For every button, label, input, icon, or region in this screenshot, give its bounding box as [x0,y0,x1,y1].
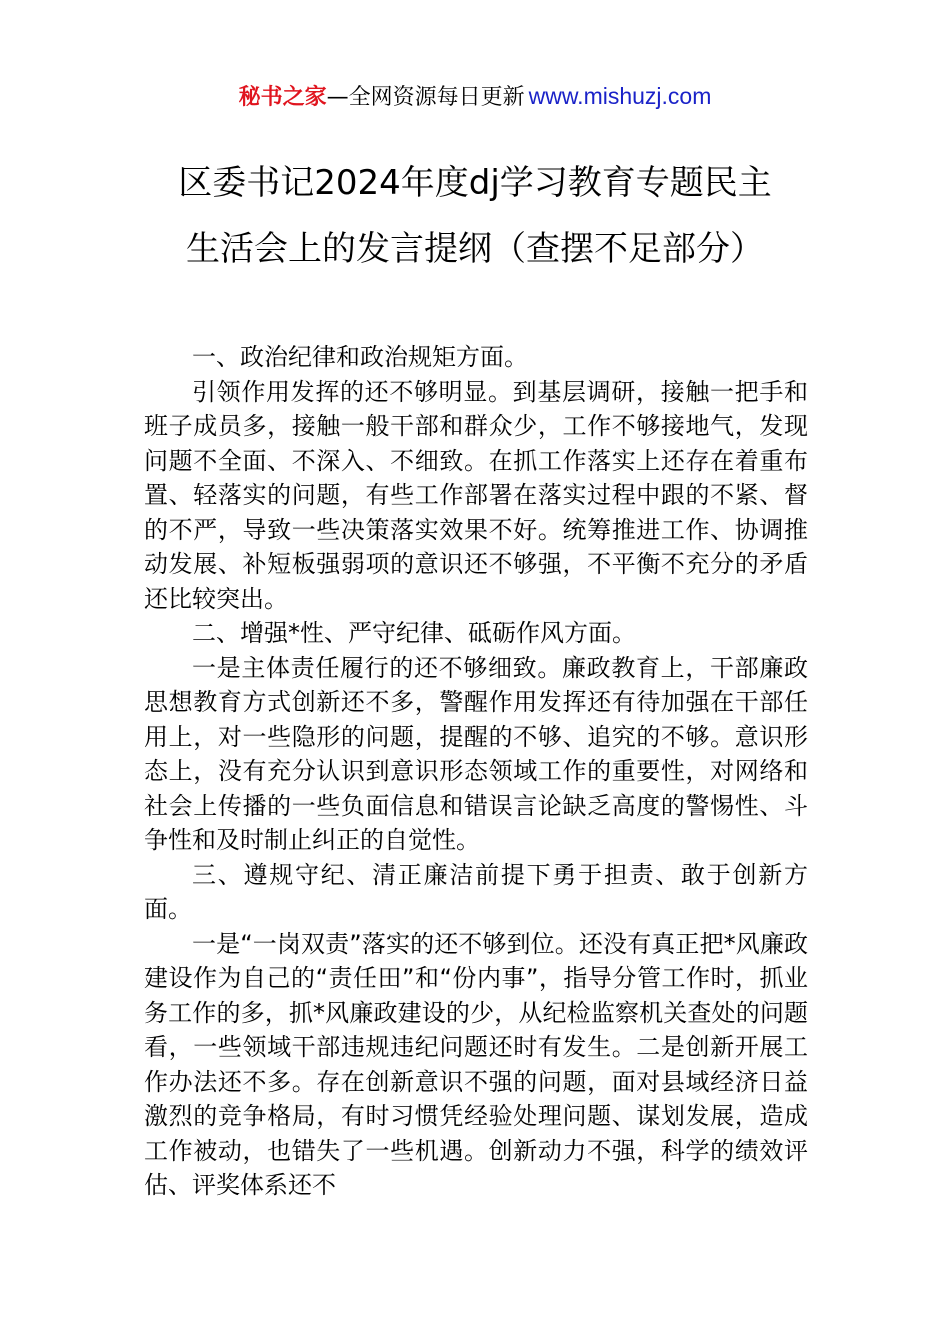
title-line-2: 生活会上的发言提纲（查摆不足部分） [186,229,764,269]
section-heading-1: 一、政治纪律和政治规矩方面。 [192,343,528,371]
paragraph-1: 引领作用发挥的还不够明显。到基层调研，接触一把手和班子成员多，接触一般干部和群众少，工作不够接地气，发现问题不全面、不深入、不细致。在抓工作落实上还存在着重布置、轻落实的问题，有些工作部署在落实过程中跟的不紧、督的不严，导致一些决策落实效果不好。统筹推进工作、协调推动发展、补短板强弱项的意识还不够强，不平衡不充分的矛盾还比较突出。 [144,377,808,613]
site-url[interactable]: www.mishuzj.com [528,83,712,109]
title-line-1: 区委书记2024年度dj学习教育专题民主 [178,163,772,203]
site-brand: 秘书之家 [238,85,327,110]
section-heading-2: 二、增强*性、严守纪律、砥砺作风方面。 [192,619,636,647]
paragraph-3: 一是“一岗双责”落实的还不够到位。还没有真正把*风廉政建设作为自己的“责任田”和“份内事”，指导分管工作时，抓业务工作的多，抓*风廉政建设的少，从纪检监察机关查处的问题看，一些领域干部违规违纪问题还时有发生。二是创新开展工作办法还不多。存在创新意识不强的问题，面对县域经济日益激烈的竞争格局，有时习惯凭经验处理问题、谋划发展，造成工作被动，也错失了一些机遇。创新动力不强，科学的绩效评估、评奖体系还不 [144,929,808,1199]
section-heading-3: 三、遵规守纪、清正廉洁前提下勇于担责、敢于创新方面。 [144,860,808,923]
document-title [0,150,950,282]
document-body [144,340,808,1203]
site-tagline: —全网资源每日更新 [326,85,525,110]
paragraph-2: 一是主体责任履行的还不够细致。廉政教育上，干部廉政思想教育方式创新还不多，警醒作用发挥还有待加强在干部任用上，对一些隐形的问题，提醒的不够、追究的不够。意识形态上，没有充分认识到意识形态领域工作的重要性，对网络和社会上传播的一些负面信息和错误言论缺乏高度的警惕性、斗争性和及时制止纠正的自觉性。 [144,653,808,854]
site-header [0,80,950,114]
